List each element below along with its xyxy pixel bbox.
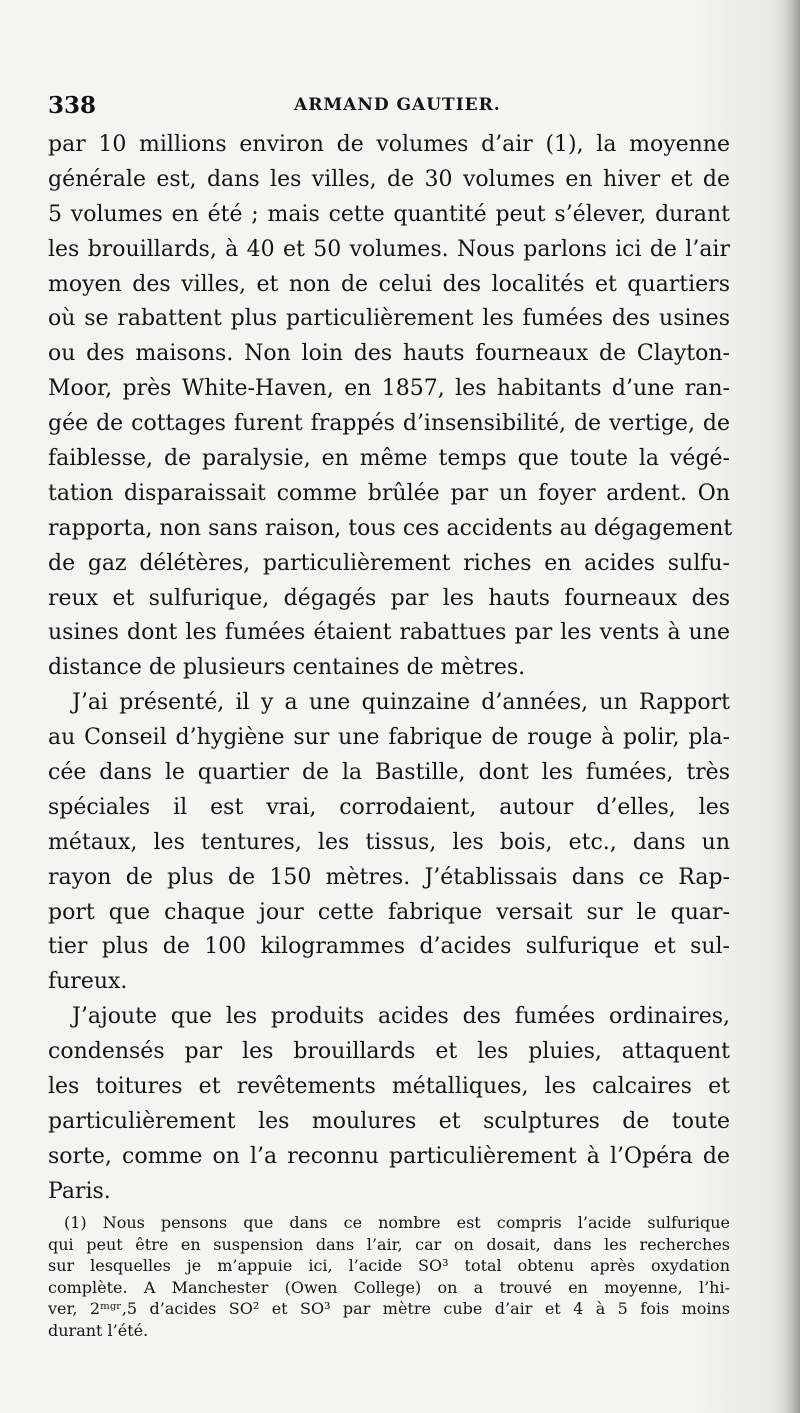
footnote-line: qui peut être en suspension dans l’air, car on dosait, dans les recherches: [48, 1234, 730, 1254]
footnote-line: sur lesquelles je m’appuie ici, l’acide SO³ total obtenu après oxydation: [48, 1256, 730, 1276]
page-number: 338: [48, 92, 97, 119]
page-header: [48, 92, 730, 122]
footnote-line: ver, 2ᵐᵍʳ,5 d’acides SO² et SO³ par mètre cube d’air et 4 à 5 fois moins: [48, 1299, 730, 1319]
text-line: Moor, près White-Haven, en 1857, les habitants d’une ran-: [48, 376, 730, 402]
text-line: gée de cottages furent frappés d’insensibilité, de vertige, de: [48, 411, 730, 437]
text-line: J’ajoute que les produits acides des fumées ordinaires,: [72, 1004, 730, 1030]
text-line: J’ai présenté, il y a une quinzaine d’années, un Rapport: [72, 690, 730, 716]
text-line: cée dans le quartier de la Bastille, dont les fumées, très: [48, 760, 730, 786]
footnote: [48, 1212, 730, 1342]
footnote-line: (1) Nous pensons que dans ce nombre est compris l’acide sulfurique: [64, 1213, 730, 1232]
running-head: ARMAND GAUTIER.: [294, 95, 501, 115]
text-line: 5 volumes en été ; mais cette quantité peut s’élever, durant: [48, 201, 730, 227]
text-line: où se rabattent plus particulièrement les fumées des usines: [48, 306, 730, 332]
text-line: rapporta, non sans raison, tous ces accidents au dégagement: [48, 515, 733, 541]
text-line: par 10 millions environ de volumes d’air (1), la moyenne: [48, 132, 730, 157]
page-edge-shadow: [782, 0, 800, 1413]
text-line: reux et sulfurique, dégagés par les hauts fourneaux des: [48, 585, 730, 611]
main-text: [48, 128, 733, 1210]
text-line: rayon de plus de 150 mètres. J’établissais dans ce Rap-: [48, 864, 730, 890]
text-line: spéciales il est vrai, corrodaient, autour d’elles, les: [48, 794, 730, 820]
footnote-line: complète. A Manchester (Owen College) on a trouvé en moyenne, l’hi-: [48, 1277, 730, 1297]
text-line: fureux.: [48, 969, 128, 995]
text-line: tier plus de 100 kilogrammes d’acides sulfurique et sul-: [48, 934, 730, 960]
text-line: les brouillards, à 40 et 50 volumes. Nous parlons ici de l’air: [48, 236, 730, 262]
text-line: distance de plusieurs centaines de mètres.: [48, 655, 526, 681]
text-line: tation disparaissait comme brûlée par un foyer ardent. On: [48, 480, 730, 506]
text-line: Paris.: [48, 1178, 111, 1204]
text-line: particulièrement les moulures et sculptures de toute: [48, 1108, 730, 1134]
text-line: métaux, les tentures, les tissus, les bois, etc., dans un: [48, 829, 730, 855]
text-line: usines dont les fumées étaient rabattues par les vents à une: [48, 620, 730, 646]
text-line: condensés par les brouillards et les pluies, attaquent: [48, 1039, 730, 1065]
text-line: de gaz délétères, particulièrement riches en acides sulfu-: [48, 550, 730, 576]
text-line: port que chaque jour cette fabrique versait sur le quar-: [48, 899, 730, 925]
text-line: les toitures et revêtements métalliques, les calcaires et: [48, 1074, 730, 1100]
text-line: sorte, comme on l’a reconnu particulièrement à l’Opéra de: [48, 1143, 730, 1169]
text-line: générale est, dans les villes, de 30 volumes en hiver et de: [48, 166, 730, 192]
text-line: au Conseil d’hygiène sur une fabrique de rouge à polir, pla-: [48, 725, 730, 751]
footnote-line: durant l’été.: [48, 1320, 149, 1340]
text-line: ou des maisons. Non loin des hauts fourneaux de Clayton-: [48, 341, 730, 367]
text-line: faiblesse, de paralysie, en même temps que toute la végé-: [48, 446, 730, 472]
text-line: moyen des villes, et non de celui des localités et quartiers: [48, 271, 730, 297]
